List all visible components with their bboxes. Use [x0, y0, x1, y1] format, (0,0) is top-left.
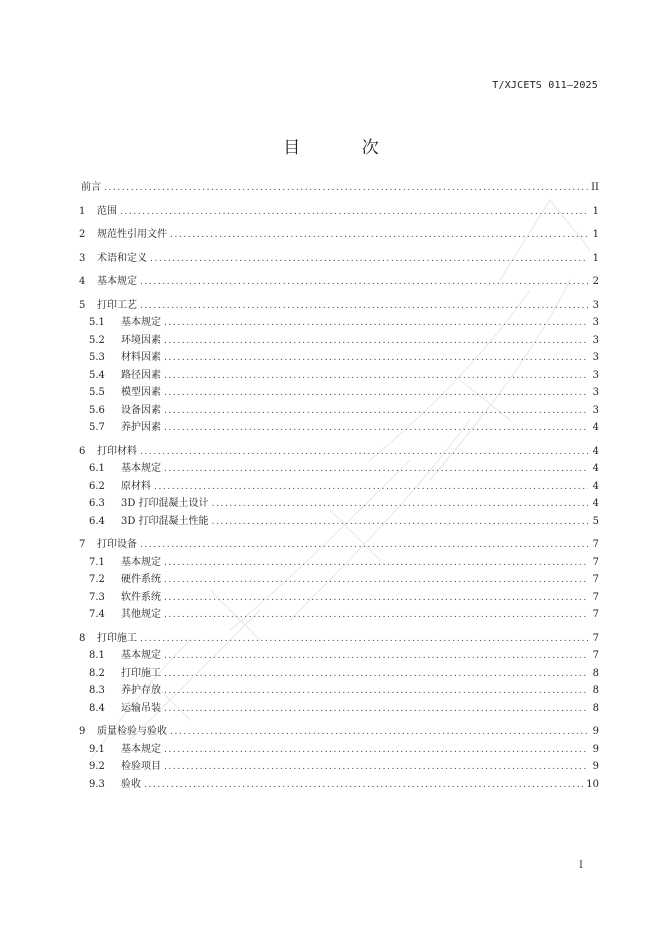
- toc-entry-page: 2: [592, 276, 599, 287]
- dot-leader: [154, 482, 588, 493]
- toc-entry-label: 验收: [121, 778, 141, 790]
- toc-entry-number: 7: [79, 539, 86, 550]
- toc-entry-number: 5.7: [89, 422, 105, 433]
- toc-entry-page: 3: [592, 387, 599, 398]
- toc-entry[interactable]: [79, 387, 599, 399]
- toc-entry[interactable]: [79, 422, 599, 434]
- dot-leader: [164, 558, 588, 569]
- toc-entry-number: 7.3: [89, 591, 105, 603]
- toc-entry-label: 环境因素: [121, 334, 161, 346]
- dot-leader: [140, 301, 588, 312]
- toc-entry-number: 1: [79, 205, 86, 217]
- toc-entry-page: 9: [592, 761, 599, 772]
- toc-entry-page: 1: [592, 252, 599, 264]
- toc-entry-page: 1: [592, 205, 599, 217]
- toc-entry-number: 5.2: [89, 334, 105, 346]
- toc-entry-page: 4: [592, 445, 599, 457]
- toc-entry-page: 7: [592, 632, 599, 644]
- toc-entry-label: 基本规定: [121, 463, 161, 474]
- dot-leader: [104, 183, 588, 194]
- toc-entry-number: 9: [79, 726, 86, 737]
- page-title: 目 次: [283, 138, 407, 158]
- toc-entry-page: 3: [592, 334, 599, 346]
- toc-entry-number: 8.2: [89, 667, 105, 679]
- toc-entry[interactable]: [79, 609, 599, 621]
- toc-entry-label: 路径因素: [121, 369, 161, 381]
- toc-entry-label: 规范性引用文件: [97, 229, 167, 240]
- toc-entry-label: 打印设备: [97, 539, 137, 550]
- toc-entry[interactable]: [79, 276, 599, 288]
- dot-leader: [164, 575, 588, 586]
- toc-entry-number: 7.2: [89, 574, 105, 585]
- toc-entry-number: 3: [79, 252, 86, 264]
- toc-entry[interactable]: [79, 206, 599, 218]
- toc-entry-label: 术语和定义: [97, 252, 147, 264]
- toc-entry-page: 9: [592, 726, 599, 737]
- dot-leader: [144, 780, 583, 791]
- toc-entry[interactable]: [79, 182, 599, 194]
- toc-entry-number: 5.6: [89, 404, 105, 416]
- dot-leader: [164, 745, 588, 756]
- toc-entry-page: 3: [592, 299, 599, 311]
- toc-entry-page: 3: [592, 352, 599, 363]
- toc-entry-page: 3: [592, 404, 599, 416]
- toc-entry-label: 材料因素: [121, 352, 161, 363]
- toc-entry-number: 4: [79, 276, 86, 287]
- toc-entry-label: 3D 打印混凝土性能: [121, 515, 209, 527]
- dot-leader: [150, 254, 588, 265]
- toc-entry-page: 8: [592, 685, 599, 696]
- toc-entry-page: 8: [592, 667, 599, 679]
- toc-entry-label: 打印施工: [97, 632, 137, 644]
- toc-entry-label: 设备因素: [121, 404, 161, 416]
- toc-entry-number: 2: [79, 229, 86, 240]
- toc-entry-number: 6.4: [89, 515, 105, 527]
- toc-entry[interactable]: [79, 703, 599, 715]
- toc-entry-label: 基本规定: [121, 556, 161, 568]
- toc-entry-label: 运输吊装: [121, 702, 161, 714]
- dot-leader: [164, 423, 588, 434]
- toc-entry-page: 7: [592, 650, 599, 661]
- toc-entry-number: 8.3: [89, 685, 105, 696]
- toc-entry[interactable]: [79, 650, 599, 662]
- toc-entry[interactable]: [79, 761, 599, 773]
- dot-leader: [170, 230, 588, 241]
- dot-leader: [164, 336, 588, 347]
- toc-entry[interactable]: [79, 253, 599, 265]
- toc-entry-label: 3D 打印混凝土设计: [121, 498, 209, 509]
- dot-leader: [212, 517, 588, 528]
- dot-leader: [164, 353, 588, 364]
- toc-entry-number: 5.5: [89, 387, 105, 398]
- toc-entry-label: 检验项目: [121, 761, 161, 772]
- dot-leader: [164, 762, 588, 773]
- toc-entry-page: II: [591, 182, 599, 193]
- toc-entry[interactable]: [79, 300, 599, 312]
- dot-leader: [140, 540, 588, 551]
- toc-entry[interactable]: [79, 481, 599, 493]
- toc-entry-page: 5: [592, 515, 599, 527]
- toc-entry-label: 基本规定: [121, 650, 161, 661]
- document-code: T/XJCETS 011—2025: [492, 80, 598, 91]
- toc-entry[interactable]: [79, 352, 599, 364]
- toc-entry-label: 其他规定: [121, 609, 161, 620]
- dot-leader: [170, 727, 588, 738]
- toc-entry-page: 7: [592, 574, 599, 585]
- toc-entry-label: 养护因素: [121, 422, 161, 433]
- toc-entry-number: 6.3: [89, 498, 105, 509]
- toc-entry[interactable]: [79, 405, 599, 417]
- dot-leader: [164, 406, 588, 417]
- toc-entry-page: 3: [592, 317, 599, 328]
- toc-entry[interactable]: [79, 668, 599, 680]
- toc-entry[interactable]: [79, 592, 599, 604]
- toc-entry-label: 前言: [81, 182, 101, 193]
- toc-entry[interactable]: [79, 633, 599, 645]
- toc-entry-label: 基本规定: [121, 317, 161, 328]
- toc-entry-label: 质量检验与验收: [97, 726, 167, 737]
- toc-entry-label: 打印施工: [121, 667, 161, 679]
- page-number: I: [579, 860, 583, 871]
- toc-entry[interactable]: [79, 446, 599, 458]
- dot-leader: [140, 277, 588, 288]
- toc-entry-page: 10: [586, 778, 599, 790]
- dot-leader: [164, 318, 588, 329]
- dot-leader: [164, 704, 588, 715]
- dot-leader: [164, 651, 588, 662]
- toc-entry-label: 范围: [97, 205, 117, 217]
- toc-entry-page: 9: [592, 743, 599, 755]
- toc-entry-label: 打印材料: [97, 445, 137, 457]
- toc-entry-page: 7: [592, 609, 599, 620]
- toc-entry-page: 3: [592, 369, 599, 381]
- toc-entry[interactable]: [79, 726, 599, 738]
- dot-leader: [164, 371, 588, 382]
- toc-entry-number: 8.1: [89, 650, 105, 661]
- toc-entry[interactable]: [79, 557, 599, 569]
- toc-entry-number: 6: [79, 445, 86, 457]
- toc-entry-label: 养护存放: [121, 685, 161, 696]
- dot-leader: [164, 669, 588, 680]
- toc-entry[interactable]: [79, 498, 599, 510]
- toc-entry-number: 7.4: [89, 609, 105, 620]
- toc-entry[interactable]: [79, 685, 599, 697]
- dot-leader: [212, 499, 588, 510]
- table-of-contents: [79, 182, 599, 802]
- toc-entry-number: 7.1: [89, 556, 105, 568]
- toc-entry-number: 5.3: [89, 352, 105, 363]
- toc-entry-number: 5.1: [89, 317, 105, 328]
- toc-entry-label: 原材料: [121, 480, 151, 492]
- toc-entry-page: 1: [592, 229, 599, 240]
- toc-entry[interactable]: [79, 574, 599, 586]
- toc-entry-page: 4: [592, 422, 599, 433]
- toc-entry[interactable]: [79, 370, 599, 382]
- dot-leader: [164, 593, 588, 604]
- toc-entry-number: 6.1: [89, 463, 105, 474]
- toc-entry[interactable]: [79, 744, 599, 756]
- dot-leader: [164, 610, 588, 621]
- toc-entry[interactable]: [79, 516, 599, 528]
- toc-entry-label: 基本规定: [97, 276, 137, 287]
- toc-entry-number: 9.1: [89, 743, 105, 755]
- toc-entry-label: 软件系统: [121, 591, 161, 603]
- toc-entry-label: 模型因素: [121, 387, 161, 398]
- toc-entry-number: 5.4: [89, 369, 105, 381]
- toc-entry-number: 5: [79, 299, 86, 311]
- toc-entry[interactable]: [79, 317, 599, 329]
- dot-leader: [120, 207, 588, 218]
- toc-entry[interactable]: [79, 779, 599, 791]
- toc-entry[interactable]: [79, 463, 599, 475]
- toc-entry-page: 7: [592, 556, 599, 568]
- toc-entry[interactable]: [79, 229, 599, 241]
- toc-entry-page: 8: [592, 702, 599, 714]
- toc-entry-page: 4: [592, 463, 599, 474]
- toc-entry-page: 7: [592, 539, 599, 550]
- dot-leader: [164, 464, 588, 475]
- toc-entry-label: 打印工艺: [97, 299, 137, 311]
- toc-entry-number: 6.2: [89, 480, 105, 492]
- toc-entry-label: 基本规定: [121, 743, 161, 755]
- toc-entry-label: 硬件系统: [121, 574, 161, 585]
- toc-entry-page: 4: [592, 480, 599, 492]
- toc-entry[interactable]: [79, 335, 599, 347]
- dot-leader: [140, 447, 588, 458]
- dot-leader: [164, 388, 588, 399]
- dot-leader: [140, 634, 588, 645]
- toc-entry-number: 9.2: [89, 761, 105, 772]
- toc-entry-page: 7: [592, 591, 599, 603]
- toc-entry-number: 8: [79, 632, 86, 644]
- toc-entry-number: 9.3: [89, 778, 105, 790]
- toc-entry-number: 8.4: [89, 702, 105, 714]
- dot-leader: [164, 686, 588, 697]
- toc-entry[interactable]: [79, 539, 599, 551]
- toc-entry-page: 4: [592, 498, 599, 509]
